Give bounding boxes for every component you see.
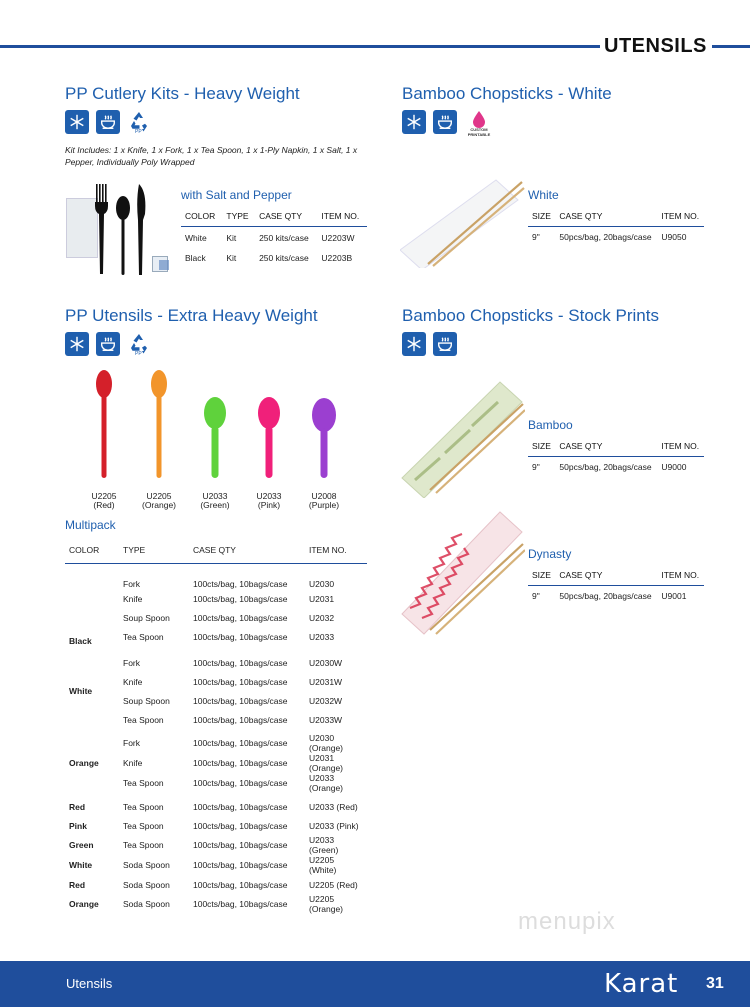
- cell: 100cts/bag, 10bags/case: [193, 801, 288, 812]
- cutlery-kit-image: [65, 180, 173, 280]
- cell: Tea Spoon: [123, 801, 164, 812]
- kits-table: [181, 206, 367, 268]
- cell: U2032: [309, 612, 335, 623]
- utensils-icons: [65, 332, 151, 356]
- table-row: [181, 249, 367, 268]
- printable-label: PRINTABLE: [467, 132, 491, 137]
- spoon-color: (Orange): [141, 500, 176, 510]
- chopsticks-stock-icons: [402, 332, 457, 356]
- header-rule-left: [0, 45, 600, 48]
- cell: 100cts/bag, 10bags/case: [193, 579, 288, 589]
- table-row: [181, 227, 367, 249]
- cell: Fork: [123, 738, 140, 748]
- white-chopsticks-image: [400, 178, 525, 268]
- spoon-red: [96, 370, 112, 478]
- cell: U2033 (Green): [309, 835, 339, 855]
- cell: 50pcs/bag, 20bags/case: [559, 590, 652, 601]
- freezer-safe-icon: [402, 332, 426, 356]
- col-case-qty: CASE QTY: [255, 206, 317, 227]
- bamboo-subtitle: Bamboo: [528, 418, 573, 432]
- cell: 100cts/bag, 10bags/case: [193, 840, 288, 850]
- cell: U9000: [661, 461, 687, 472]
- cell: 100cts/bag, 10bags/case: [193, 714, 288, 725]
- spoon-color: (Purple): [308, 500, 340, 510]
- table-row: [528, 227, 704, 247]
- cell: 250 kits/case: [259, 232, 309, 243]
- page-number: 31: [706, 975, 724, 992]
- cell: U2203W: [321, 232, 355, 243]
- cell: Knife: [123, 593, 143, 604]
- col-item-no: ITEM NO.: [657, 436, 704, 457]
- footer-label: Utensils: [66, 976, 113, 991]
- table-row: [65, 733, 367, 753]
- cell: White: [185, 232, 207, 243]
- freezer-safe-icon: [65, 332, 89, 356]
- cell: U2030W: [309, 657, 343, 668]
- spoon-label-green: [190, 492, 240, 510]
- freezer-safe-icon: [402, 110, 426, 134]
- cell: 250 kits/case: [259, 253, 309, 263]
- col-size: SIZE: [528, 206, 555, 227]
- spoon-code: U2033: [256, 491, 282, 501]
- cell: Knife: [123, 676, 143, 687]
- spoon-color: (Green): [200, 500, 230, 510]
- cell: 9": [532, 461, 540, 472]
- kits-icons: [65, 110, 151, 134]
- cell: U2031: [309, 593, 335, 604]
- cell: U2203B: [321, 253, 353, 263]
- col-size: SIZE: [528, 565, 555, 586]
- col-type: TYPE: [222, 206, 255, 227]
- pepper-packet: [159, 260, 169, 270]
- black-cutlery: [93, 180, 153, 278]
- microwave-safe-icon: [433, 332, 457, 356]
- table-row: [528, 457, 704, 477]
- col-item-no: ITEM NO.: [305, 537, 367, 564]
- kits-subtitle: with Salt and Pepper: [181, 188, 292, 202]
- cell: Soda Spoon: [123, 860, 170, 870]
- kits-title: PP Cutlery Kits - Heavy Weight: [65, 84, 300, 103]
- cell: U2033 (Orange): [309, 773, 344, 793]
- spoon-pink: [258, 397, 280, 478]
- microwave-safe-icon: [96, 332, 120, 356]
- freezer-safe-icon: [65, 110, 89, 134]
- cell: Tea Spoon: [123, 840, 164, 850]
- spoon-label-orange: [134, 492, 184, 510]
- cell: Tea Spoon: [123, 778, 164, 788]
- col-case-qty: CASE QTY: [555, 206, 657, 227]
- cell: Kit: [226, 253, 237, 263]
- cell: U9050: [661, 231, 687, 242]
- table-row: [65, 875, 367, 894]
- spoon-orange: [151, 370, 167, 478]
- cell: 100cts/bag, 10bags/case: [193, 612, 288, 623]
- spoon-code: U2033: [202, 491, 228, 501]
- dynasty-print-chopsticks-image: [400, 508, 525, 643]
- cell: 100cts/bag, 10bags/case: [193, 899, 288, 909]
- cell: Black: [69, 636, 92, 646]
- cell: 100cts/bag, 10bags/case: [193, 593, 288, 604]
- cell: Red: [69, 801, 86, 812]
- cell: 100cts/bag, 10bags/case: [193, 631, 288, 642]
- col-item-no: ITEM NO.: [657, 565, 704, 586]
- col-type: TYPE: [119, 537, 189, 564]
- ink-drop-icon: [464, 110, 494, 128]
- utensils-title: PP Utensils - Extra Heavy Weight: [65, 306, 318, 325]
- table-row: [65, 564, 367, 590]
- multipack-table-body: [65, 564, 367, 915]
- spoon-purple: [312, 398, 336, 478]
- recycle-icon: [127, 332, 151, 356]
- table-row: [65, 653, 367, 672]
- cell: Kit: [226, 232, 237, 243]
- table-row: [65, 894, 367, 914]
- cell: 100cts/bag, 10bags/case: [193, 738, 288, 748]
- microwave-safe-icon: [96, 110, 120, 134]
- col-item-no: ITEM NO.: [317, 206, 367, 227]
- col-color: COLOR: [65, 537, 119, 564]
- brand-logo: Karat: [604, 969, 679, 999]
- cell: U2033 (Red): [309, 801, 358, 812]
- cell: U2033W: [309, 714, 343, 725]
- cell: Fork: [123, 579, 140, 589]
- cell: 9": [532, 590, 540, 601]
- custom-label: CUSTOM: [470, 127, 488, 132]
- spoon-code: U2205: [146, 491, 172, 501]
- cell: U2031 (Orange): [309, 753, 344, 773]
- spoon-label-red: [79, 492, 129, 510]
- cell: Soda Spoon: [123, 879, 170, 890]
- spoon-label-pink: [244, 492, 294, 510]
- watermark: menupix: [518, 908, 616, 935]
- cell: Soup Spoon: [123, 612, 170, 623]
- table-row: [65, 835, 367, 855]
- table-row: [528, 586, 704, 606]
- pp-label: PP: [135, 351, 142, 357]
- spoon-code: U2205: [91, 491, 117, 501]
- cell: 100cts/bag, 10bags/case: [193, 676, 288, 687]
- cell: White: [69, 686, 93, 696]
- spoon-color: (Red): [93, 500, 115, 510]
- chopsticks-white-title: Bamboo Chopsticks - White: [402, 84, 612, 103]
- col-item-no: ITEM NO.: [657, 206, 704, 227]
- cell: 9": [532, 231, 540, 242]
- spoons-image: [78, 368, 358, 493]
- cell: U2205 (Red): [309, 879, 358, 890]
- spoon-color: (Pink): [257, 500, 281, 510]
- cell: Soda Spoon: [123, 899, 170, 909]
- col-case-qty: CASE QTY: [189, 537, 305, 564]
- cell: Red: [69, 879, 86, 890]
- cell: Soup Spoon: [123, 695, 170, 706]
- cell: 100cts/bag, 10bags/case: [193, 860, 288, 870]
- spoon-green: [204, 397, 226, 478]
- cell: Green: [69, 840, 94, 850]
- cell: U2033: [309, 631, 335, 642]
- cell: Fork: [123, 657, 140, 668]
- recycle-icon: [127, 110, 151, 134]
- multipack-subtitle: Multipack: [65, 518, 116, 532]
- cell: 100cts/bag, 10bags/case: [193, 695, 288, 706]
- dynasty-table: [528, 565, 704, 605]
- cell: U2033 (Pink): [309, 820, 359, 831]
- cell: 100cts/bag, 10bags/case: [193, 657, 288, 668]
- dynasty-subtitle: Dynasty: [528, 547, 572, 561]
- spoon-code: U2008: [311, 491, 337, 501]
- cell: 100cts/bag, 10bags/case: [193, 758, 288, 768]
- multipack-table: [65, 537, 367, 914]
- col-color: COLOR: [181, 206, 222, 227]
- cell: U2205 (Orange): [309, 894, 344, 914]
- cell: White: [69, 860, 93, 870]
- pp-label: PP: [135, 129, 142, 135]
- kit-note: Kit Includes: 1 x Knife, 1 x Fork, 1 x Tea Spoon, 1 x 1-Ply Napkin, 1 x Salt, 1 x Pepper, Individually Poly Wrapped: [65, 145, 358, 167]
- chopsticks-white-subtitle: White: [528, 188, 559, 202]
- cell: 100cts/bag, 10bags/case: [193, 820, 288, 831]
- cell: Tea Spoon: [123, 820, 164, 831]
- table-row: [65, 816, 367, 835]
- cell: Pink: [69, 820, 87, 831]
- chopsticks-white-icons: [402, 110, 494, 138]
- cell: U2030: [309, 579, 335, 589]
- cell: Black: [185, 253, 206, 263]
- chopsticks-white-table: [528, 206, 704, 246]
- cell: 50pcs/bag, 20bags/case: [559, 231, 652, 242]
- spacer-cell: [65, 646, 367, 653]
- cell: Orange: [69, 899, 99, 909]
- microwave-safe-icon: [433, 110, 457, 134]
- table-row: [65, 855, 367, 875]
- spoon-label-purple: [299, 492, 349, 510]
- header-rule-right: [712, 45, 750, 48]
- bamboo-print-chopsticks-image: [400, 378, 525, 498]
- bamboo-table: [528, 436, 704, 476]
- cell: U2030 (Orange): [309, 733, 344, 753]
- page-title: UTENSILS: [604, 35, 707, 57]
- cell: Tea Spoon: [123, 631, 164, 642]
- cell: 100cts/bag, 10bags/case: [193, 778, 288, 788]
- col-case-qty: CASE QTY: [555, 565, 657, 586]
- cell: Knife: [123, 758, 143, 768]
- cell: U2031W: [309, 676, 343, 687]
- chopsticks-stock-title: Bamboo Chopsticks - Stock Prints: [402, 306, 659, 325]
- cell: Orange: [69, 758, 99, 768]
- cell: 100cts/bag, 10bags/case: [193, 879, 288, 890]
- group-spacer: [65, 646, 367, 653]
- col-size: SIZE: [528, 436, 555, 457]
- custom-printable-icon: [464, 110, 494, 138]
- cell: 50pcs/bag, 20bags/case: [559, 461, 652, 472]
- cell: Tea Spoon: [123, 714, 164, 725]
- cell: U2032W: [309, 695, 343, 706]
- cell: U2205 (White): [309, 855, 337, 875]
- cell: U9001: [661, 590, 687, 601]
- col-case-qty: CASE QTY: [555, 436, 657, 457]
- table-row: [65, 797, 367, 816]
